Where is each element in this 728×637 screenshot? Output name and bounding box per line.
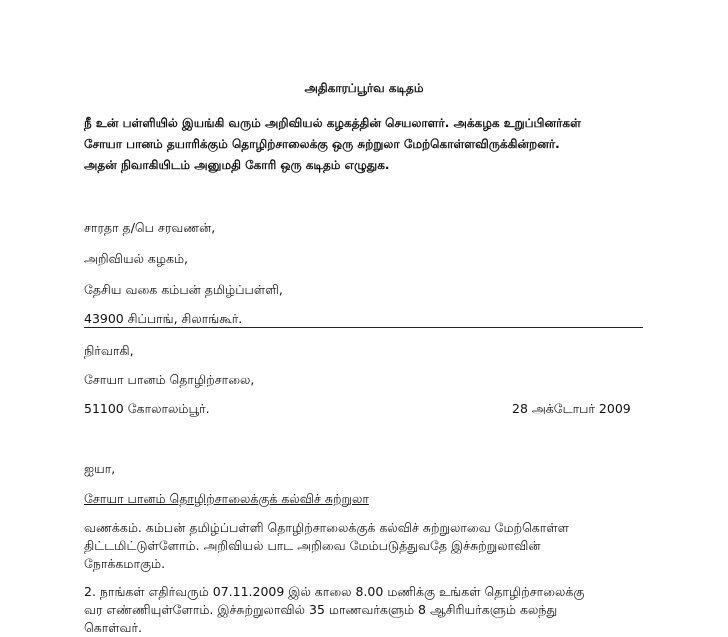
- recipient-address: 51100 கோலாலம்பூர்.: [84, 401, 210, 416]
- paragraph-1-line-3: நோக்கமாகும்.: [84, 556, 166, 571]
- paragraph-2-line-2: வர எண்ணியுள்ளோம். இச்சுற்றுலாவில் 35 மாணவர்களும் 8 ஆசிரியர்களும் கலந்து: [84, 602, 558, 617]
- paragraph-1-line-1: வணக்கம். கம்பன் தமிழ்ப்பள்ளி தொழிற்சாலைக்குக் கல்விச் சுற்றுலாவை மேற்கொள்ள: [84, 520, 569, 535]
- sender-address: 43900 சிப்பாங், சிலாங்கூர்.: [84, 311, 243, 326]
- sender-org: அறிவியல் கழகம்,: [84, 251, 189, 266]
- letter-subject: சோயா பானம் தொழிற்சாலைக்குக் கல்விச் சுற்றுலா: [84, 491, 369, 506]
- letter-date: 28 அக்டோபர் 2009: [512, 401, 631, 416]
- divider-line: [84, 327, 643, 328]
- salutation: ஐயா,: [84, 461, 116, 476]
- sender-name: சாரதா த/பெ சரவணன்,: [84, 220, 216, 235]
- recipient-title: நிர்வாகி,: [84, 343, 134, 358]
- document-title: அதிகாரப்பூர்வ கடிதம்: [304, 81, 424, 95]
- paragraph-1-line-2: திட்டமிட்டுள்ளோம். அறிவியல் பாட அறிவை மேம்படுத்துவதே இச்சுற்றுலாவின்: [84, 538, 541, 553]
- task-line-2: சோயா பானம் தயாரிக்கும் தொழிற்சாலைக்கு ஒரு சுற்றுலா மேற்கொள்ளவிருக்கின்றனர்.: [84, 137, 560, 151]
- task-line-1: நீ உன் பள்ளியில் இயங்கி வரும் அறிவியல் கழகத்தின் செயலாளர். அக்கழக உறுப்பினர்கள்: [84, 116, 581, 130]
- recipient-company: சோயா பானம் தொழிற்சாலை,: [84, 372, 255, 387]
- paragraph-2-line-1: 2. நாங்கள் எதிர்வரும் 07.11.2009 இல் காலை 8.00 மணிக்கு உங்கள் தொழிற்சாலைக்கு: [84, 584, 585, 599]
- task-line-3: அதன் நிவாகியிடம் அனுமதி கோரி ஒரு கடிதம் எழுதுக.: [84, 158, 390, 172]
- paragraph-2-line-3: கொள்வர்.: [84, 620, 143, 635]
- sender-school: தேசிய வகை கம்பன் தமிழ்ப்பள்ளி,: [84, 282, 283, 297]
